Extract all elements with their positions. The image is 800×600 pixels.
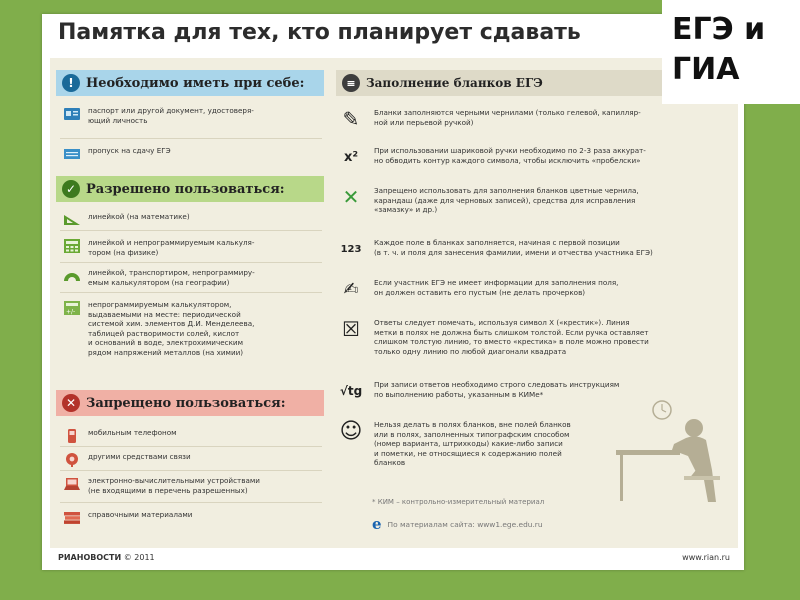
forbidden-item-radio (62, 452, 324, 468)
ria-logo-bold: РИАНОВОСТИ (58, 552, 122, 562)
ria-logo (58, 553, 155, 562)
laptop-icon (62, 476, 82, 492)
checkmark-icon: ✓ (62, 180, 80, 198)
text-line: Если участник ЕГЭ не имеет информации для заполнения поля, (374, 278, 619, 287)
need-heading-label: Необходимо иметь при себе: (86, 75, 305, 91)
text-line: рядом напряжений металлов (на химии) (88, 347, 244, 357)
radio-icon (62, 452, 82, 468)
allowed-item-text (88, 300, 254, 358)
divider (60, 446, 322, 447)
text-line: системой хим. элементов Д.И. Менделеева, (88, 319, 255, 329)
text-line: ющий личность (88, 115, 148, 125)
forbidden-item-books (62, 510, 324, 526)
calculator-icon (62, 238, 82, 254)
text-line: или в полях, заполненных типографским способом (374, 429, 570, 439)
text-line: выдаваемыми на месте: периодической (88, 309, 241, 319)
fill-rule (338, 318, 730, 356)
text-line: Бланки заполняются черными чернилами (только гелевой, капилляр- (374, 108, 641, 117)
text-line: карандаш (даже для черновых записей), средства для исправления (374, 195, 636, 205)
footer-site: www.rian.ru (682, 552, 730, 562)
fill-rule-text (374, 380, 619, 399)
fill-rule (338, 186, 730, 215)
phone-icon (62, 428, 82, 444)
smiley-icon: ☺ (339, 418, 363, 444)
forbidden-item-text (88, 452, 191, 462)
text-line: «замазку» и др.) (374, 205, 438, 215)
text-line: по выполнению работы, указанным в КИМе* (374, 389, 544, 399)
fill-rule (338, 108, 730, 130)
square-root-icon: x² (343, 149, 359, 165)
calculator-math-icon (62, 300, 82, 316)
crossed-pencils-icon: ✕ (342, 185, 360, 209)
student-at-desk-illustration (616, 398, 726, 508)
formula-icon: √tg (339, 384, 363, 398)
fill-rule-text (374, 238, 653, 257)
allowed-heading-label: Разрешено пользоваться: (86, 181, 285, 197)
exam-label-line: ГИА (672, 52, 740, 87)
text-line: мобильным телефоном (88, 428, 177, 437)
forbidden-item-phone (62, 428, 324, 444)
text-line: только одну линию по любой диагонали квадрата (374, 346, 567, 356)
fill-rule-text (374, 278, 618, 297)
divider (60, 138, 322, 139)
pen-icon: ✎ (342, 107, 360, 131)
source-credit (372, 515, 543, 533)
fill-heading-label: Заполнение бланков ЕГЭ (366, 76, 543, 90)
cross-icon: ✕ (62, 394, 80, 412)
text-line: непрограммируемым калькулятором, (88, 300, 232, 309)
forbidden-item-text (88, 476, 260, 495)
passport-icon (62, 106, 82, 122)
allowed-item-text (88, 238, 254, 257)
list-icon: ≡ (342, 74, 360, 92)
checkbox-cross-icon: ☒ (342, 317, 360, 341)
fill-rule (338, 420, 608, 468)
text-line: (номер варианта, штрихкоды) какие-либо записи (374, 439, 563, 449)
infographic-footer (50, 548, 738, 566)
footnote: * КИМ – контрольно-измерительный материал (372, 498, 545, 506)
fill-rule-text (374, 318, 649, 356)
empty-field-icon: ✍ (343, 278, 359, 300)
exam-label (662, 0, 800, 104)
text-line: Ответы следует помечать, используя символ X («крестик»). Линия (374, 318, 630, 327)
allowed-item-chemistry (62, 300, 324, 358)
fill-rule-text (374, 420, 571, 468)
divider (60, 230, 322, 231)
forbidden-item-laptop (62, 476, 324, 495)
forbidden-heading (56, 390, 324, 416)
text-line: (не входящими в перечень разрешенных) (88, 485, 248, 495)
text-line: линейкой (на математике) (88, 212, 190, 221)
text-line: Каждое поле в бланках заполняется, начиная с первой позиции (374, 238, 620, 247)
allowed-item-protractor (62, 268, 324, 287)
forbidden-heading-label: Запрещено пользоваться: (86, 395, 286, 411)
divider (60, 502, 322, 503)
allowed-item-text (88, 268, 255, 287)
need-item-text (88, 106, 254, 125)
pass-icon (62, 146, 82, 162)
fill-rule (338, 278, 730, 300)
ria-logo-year: © 2011 (121, 552, 155, 562)
text-line: он должен оставить его пустым (не делать прочерков) (374, 287, 586, 297)
allowed-item-ruler (62, 212, 324, 228)
exclamation-icon: ! (62, 74, 80, 92)
text-line: паспорт или другой документ, удостоверя- (88, 106, 254, 115)
divider (60, 292, 322, 293)
ruler-icon (62, 212, 82, 228)
text-line: пропуск на сдачу ЕГЭ (88, 146, 171, 155)
text-line: слишком толстую линию, то вместо «крестика» в поле можно провести (374, 337, 649, 347)
text-line: Нельзя делать в полях бланков, вне полей бланков (374, 420, 571, 429)
forbidden-item-text (88, 510, 192, 520)
books-icon (62, 510, 82, 526)
text-line: При использовании шариковой ручки необходимо по 2-3 раза аккурат- (374, 146, 646, 155)
text-line: емым калькулятором (на географии) (88, 277, 230, 287)
need-heading (56, 70, 324, 96)
fill-rule (338, 146, 730, 168)
ege-logo-icon: e (372, 515, 382, 533)
text-line: Запрещено использовать для заполнения бланков цветные чернила, (374, 186, 639, 195)
text-line: справочными материалами (88, 510, 193, 519)
divider (60, 470, 322, 471)
forbidden-item-text (88, 428, 177, 438)
text-line: но обводить контур каждого символа, чтобы исключить «пробелски» (374, 155, 641, 165)
protractor-icon (62, 268, 82, 284)
need-item-text (88, 146, 171, 156)
allowed-item-calculator (62, 238, 324, 257)
exam-label-line: ЕГЭ и (672, 12, 766, 47)
source-text: По материалам сайта: www1.ege.edu.ru (387, 519, 543, 529)
text-line: ной или перьевой ручкой) (374, 117, 474, 127)
need-item-passport (62, 106, 324, 125)
text-line: электронно-вычислительными устройствами (88, 476, 260, 485)
text-line: линейкой и непрограммируемым калькуля- (88, 238, 255, 247)
text-line: и оснований в воде, электрохимическим (88, 338, 244, 348)
text-line: тором (на физике) (88, 247, 159, 257)
fill-rule-text (374, 146, 646, 165)
allowed-item-text (88, 212, 190, 222)
text-line: и пометки, не относящиеся к содержанию полей (374, 448, 562, 458)
svg-text:+/-: +/- (66, 308, 76, 316)
divider (60, 262, 322, 263)
text-line: (в т. ч. и поля для занесения фамилии, имени и отчества участника ЕГЭ) (374, 247, 653, 257)
text-line: таблицей растворимости солей, кислот (88, 328, 240, 338)
fill-rule-text (374, 108, 641, 127)
cells-icon: 123 (340, 243, 362, 255)
infographic-title: Памятка для тех, кто планирует сдавать (58, 20, 581, 45)
fill-rule-text (374, 186, 639, 215)
allowed-heading (56, 176, 324, 202)
text-line: линейкой, транспортиром, непрограммиру- (88, 268, 255, 277)
fill-rule (338, 238, 730, 260)
text-line: При записи ответов необходимо строго следовать инструкциям (374, 380, 620, 389)
text-line: метки в полях не должна быть слишком толстой. Если ручка оставляет (374, 327, 649, 337)
text-line: бланков (374, 458, 406, 468)
text-line: другими средствами связи (88, 452, 191, 461)
need-item-pass (62, 146, 324, 162)
